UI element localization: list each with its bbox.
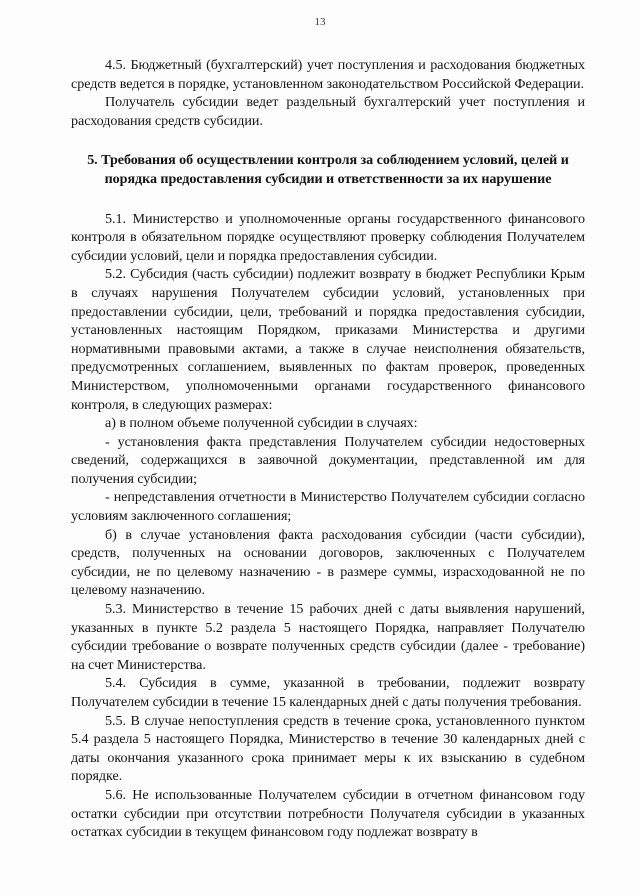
paragraph-5-6: 5.6. Не использованные Получателем субсидии в отчетном финансовом году остатки субсидии при отсутствии потребности Получателя субсидии в указанных остатках субсидии в текущем финансовом году подлежат возврату в — [71, 786, 585, 841]
paragraph-5-3: 5.3. Министерство в течение 15 рабочих дней с даты выявления нарушений, указанных в пункте 5.2 раздела 5 настоящего Порядка, направляет Получателю субсидии требование о возврате полученных средств субсидии (далее - требование) на счет Министерства. — [71, 601, 585, 673]
paragraph-5-5: 5.5. В случае непоступления средств в течение срока, установленного пунктом 5.4 раздела 5 настоящего Порядка, Министерство в течение 30 календарных дней с даты окончания указанного срока принимает меры к их взысканию в судебном порядке. — [71, 712, 585, 785]
paragraph-5-1: 5.1. Министерство и уполномоченные органы государственного финансового контроля в обязательном порядке осуществляют проверку соблюдения Получателем субсидии условий, цели и порядка предоставления субсидии. — [71, 210, 585, 264]
paragraph-5-2-a: а) в полном объеме полученной субсидии в случаях: — [105, 415, 418, 432]
paragraph-5-2: 5.2. Субсидия (часть субсидии) подлежит возврату в бюджет Республики Крым в случаях нарушения Получателем субсидии условий, установленных при предоставлении субсидии, цели, требований и порядка предоставления субсидии, установленных настоящим Порядком, приказами Министерства и другими нормативными правовыми актами, а также в случае неисполнения обязательств, предусмотренных соглашением, выявленных по фактам проверок, проведенных Министерством, уполномоченными органами государственного финансового контроля, в следующих размерах: — [71, 266, 585, 413]
section-heading: 5. Требования об осуществлении контроля за соблюдением условий, целей и порядка предоставления субсидии и ответственности за их нарушение — [87, 152, 569, 187]
paragraph-5-4: 5.4. Субсидия в сумме, указанной в требовании, подлежит возврату Получателем субсидии в течение 15 календарных дней с даты получения требования. — [71, 675, 585, 710]
document-body — [71, 56, 585, 842]
paragraph-4-5: 4.5. Бюджетный (бухгалтерский) учет поступления и расходования бюджетных средств ведется в порядке, установленном законодательством Российской Федерации. — [71, 57, 585, 92]
paragraph-separate-accounting: Получатель субсидии ведет раздельный бухгалтерский учет поступления и расходования средств субсидии. — [71, 94, 585, 129]
paragraph-5-2-b: б) в случае установления факта расходования субсидии (части субсидии), средств, полученных на основании договоров, заключенных с Получателем субсидии, не по целевому назначению - в размере суммы, израсходованной не по целевому назначению. — [71, 526, 585, 599]
page-number: 13 — [314, 16, 326, 28]
paragraph-5-2-a-item-1: - установления факта представления Получателем субсидии недостоверных сведений, содержащихся в заявочной документации, представленной им для получения субсидии; — [71, 433, 585, 487]
paragraph-5-2-a-item-2: - непредставления отчетности в Министерство Получателем субсидии согласно условиям заключенного соглашения; — [71, 489, 585, 525]
